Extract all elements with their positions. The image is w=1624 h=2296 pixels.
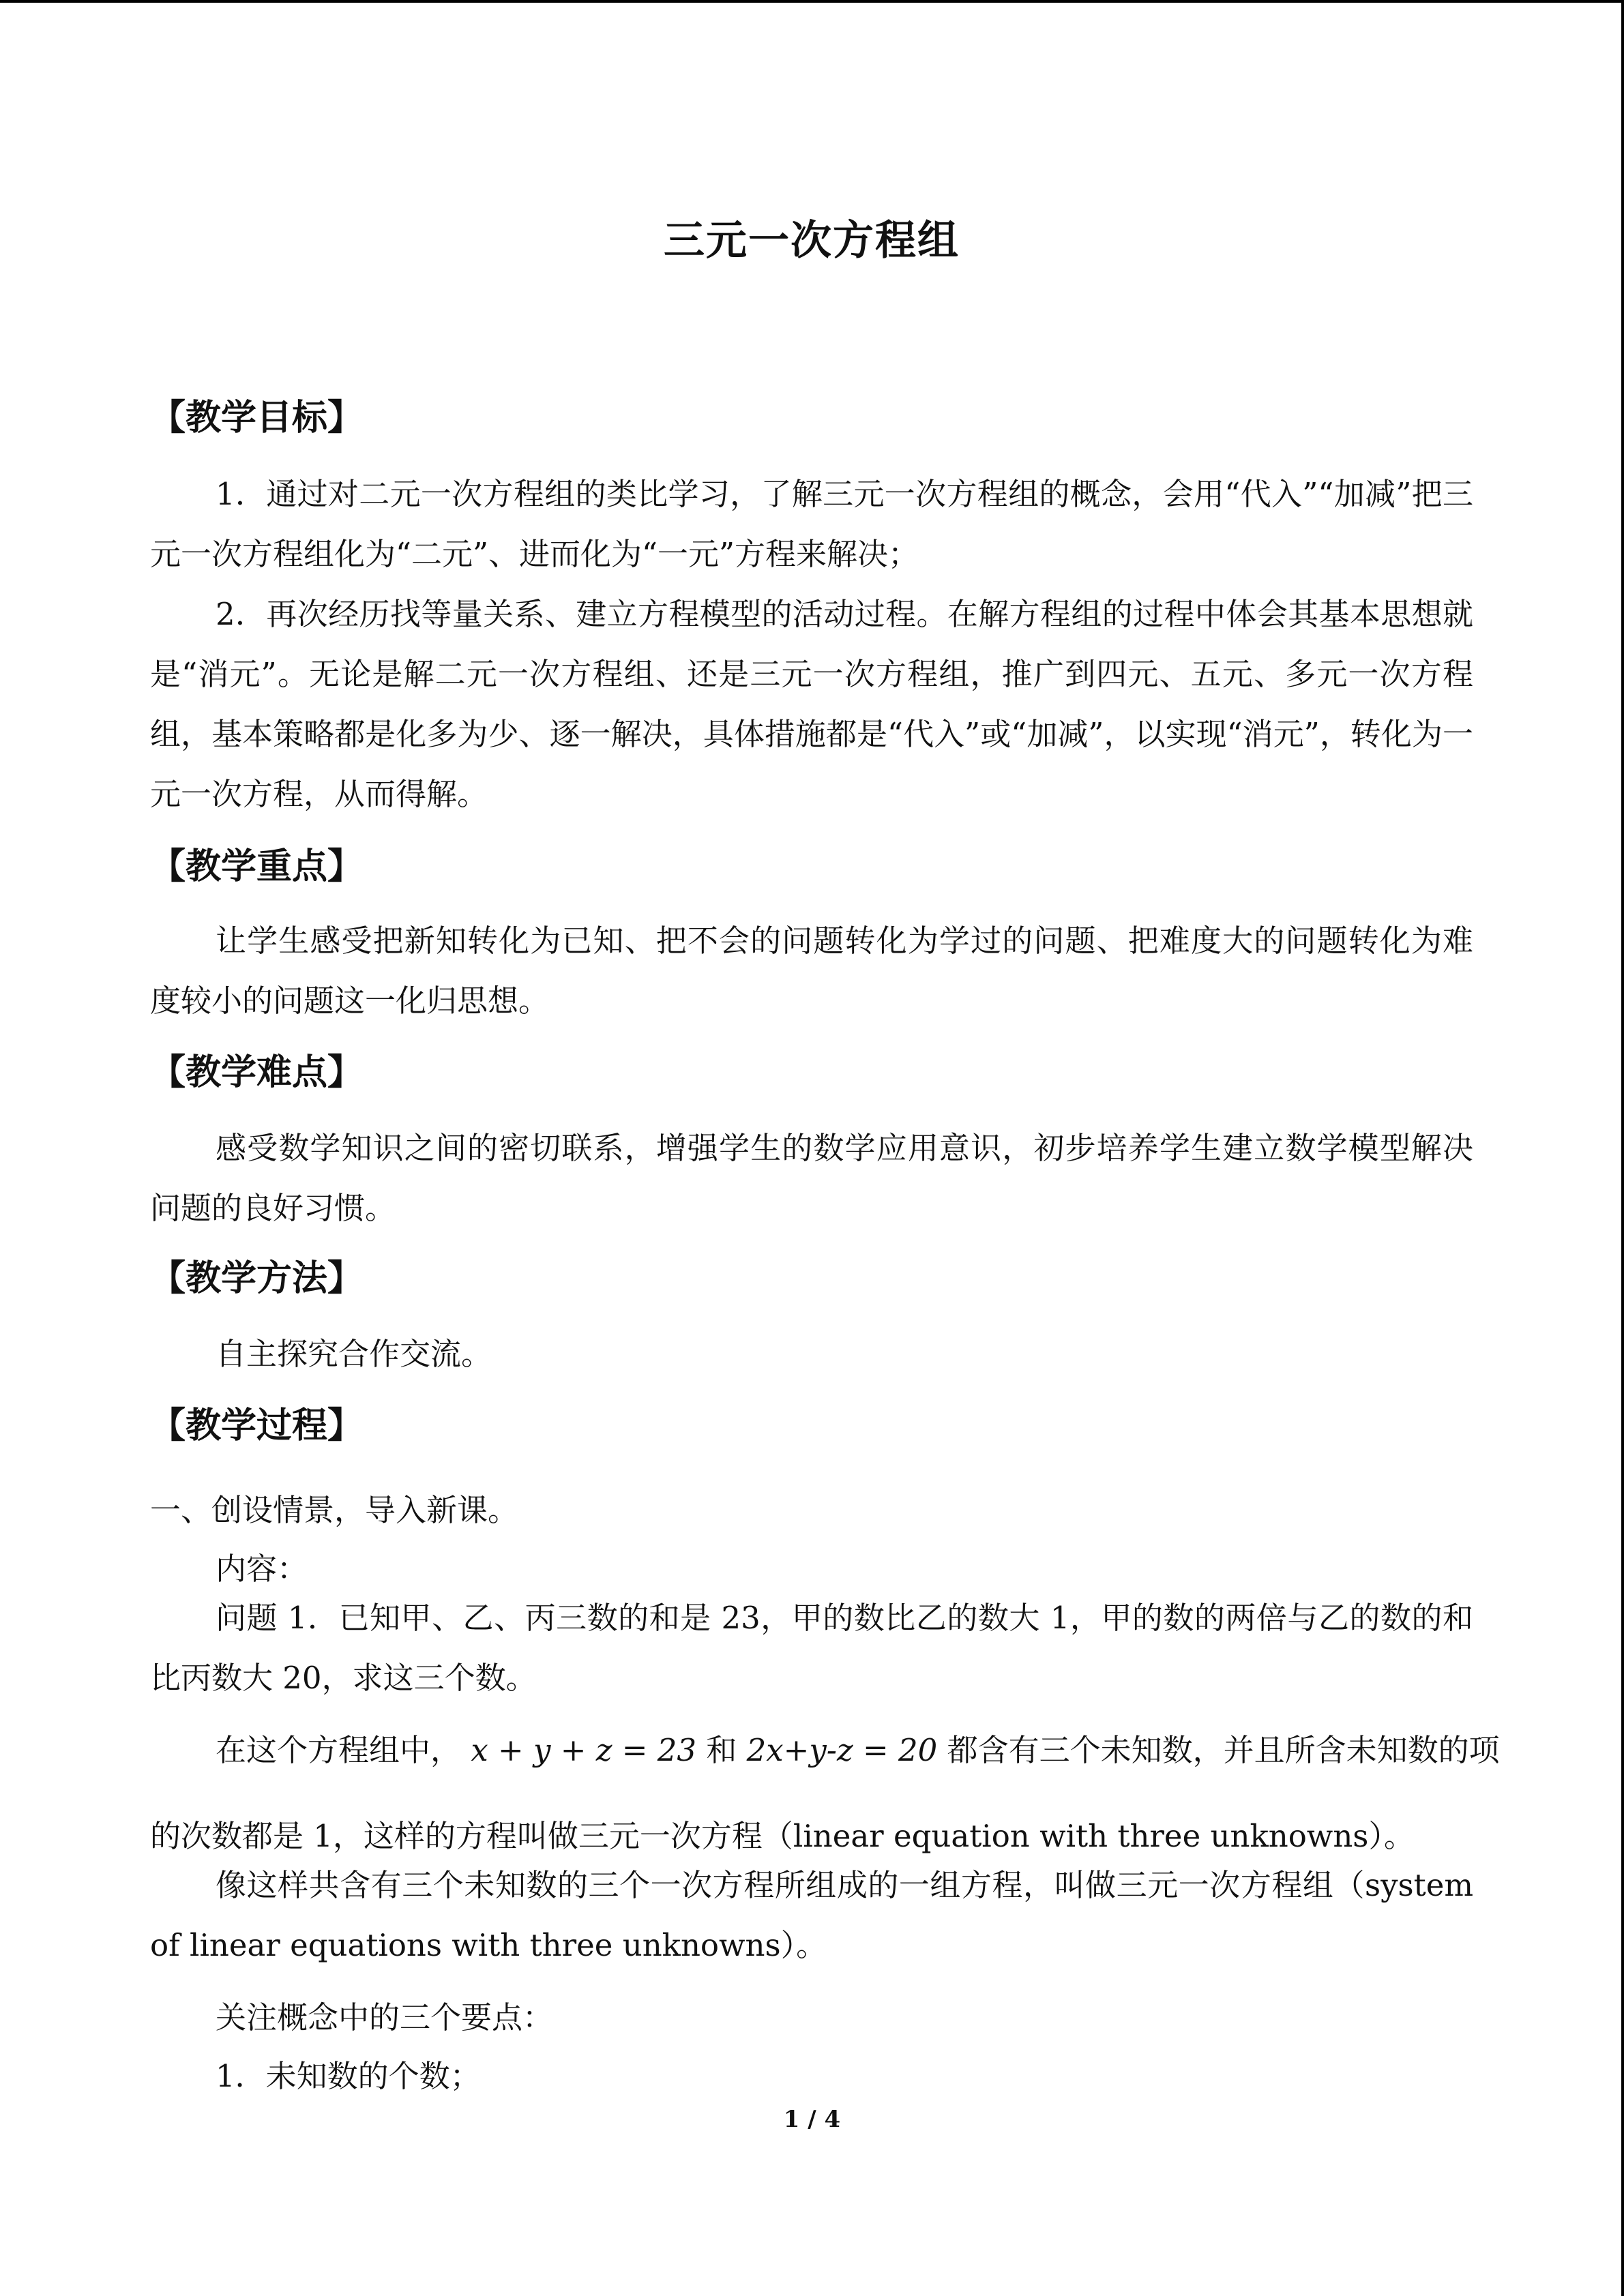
equation-and: 和 (706, 1732, 747, 1768)
equation-2: 2x+y-z = 20 (746, 1732, 938, 1768)
equation-1: x + y + z = 23 (471, 1732, 697, 1768)
equation-rest: 都含有三个未知数，并且所含未知数的项 (947, 1732, 1500, 1768)
key-points-text: 让学生感受把新知转化为已知、把不会的问题转化为学过的问题、把难度大的问题转化为难度较小的问题这一化归思想。 (150, 923, 1473, 1019)
objective-item-1: 1．通过对二元一次方程组的类比学习，了解三元一次方程组的概念，会用“代入”“加减”把三元一次方程组化为“二元”、进而化为“一元”方程来解决； (150, 476, 1473, 572)
focus-points-label: 关注概念中的三个要点： (216, 1999, 554, 2036)
heading-methods: 【教学方法】 (150, 1258, 364, 1299)
page-number: 1 / 4 (783, 2106, 841, 2133)
document-title: 三元一次方程组 (664, 217, 960, 265)
methods-text: 自主探究合作交流。 (216, 1336, 492, 1372)
page-border-top (0, 0, 1624, 3)
problem-1-text: 问题 1．已知甲、乙、丙三数的和是 23，甲的数比乙的数大 1，甲的数的两倍与乙的数的和比丙数大 20，求这三个数。 (150, 1600, 1473, 1696)
page-border-right (1621, 0, 1624, 2296)
heading-objectives: 【教学目标】 (150, 398, 364, 438)
equation-line (216, 1725, 1500, 1770)
heading-difficulties: 【教学难点】 (150, 1052, 364, 1093)
system-definition: 像这样共含有三个未知数的三个一次方程所组成的一组方程，叫做三元一次方程组（system of linear equations with three unknowns）。 (150, 1867, 1473, 1963)
heading-process: 【教学过程】 (150, 1405, 364, 1446)
difficulties-text: 感受数学知识之间的密切联系，增强学生的数学应用意识，初步培养学生建立数学模型解决问题的良好习惯。 (150, 1130, 1473, 1226)
equation-definition-line-2: 的次数都是 1，这样的方程叫做三元一次方程（linear equation with three unknowns）。 (150, 1818, 1415, 1854)
equation-intro: 在这个方程组中， (216, 1732, 462, 1768)
content-label: 内容： (216, 1551, 308, 1587)
focus-point-1: 1．未知数的个数； (216, 2058, 481, 2094)
objective-item-2: 2．再次经历找等量关系、建立方程模型的活动过程。在解方程组的过程中体会其基本思想就是“消元”。无论是解二元一次方程组、还是三元一次方程组，推广到四元、五元、多元一次方程组，基本策略都是化多为少、逐一解决，具体措施都是“代入”或“加减”，以实现“消元”，转化为一元一次方程，从而得解。 (150, 596, 1473, 812)
heading-key-points: 【教学重点】 (150, 846, 364, 887)
process-step-1: 一、创设情景，导入新课。 (150, 1492, 519, 1528)
